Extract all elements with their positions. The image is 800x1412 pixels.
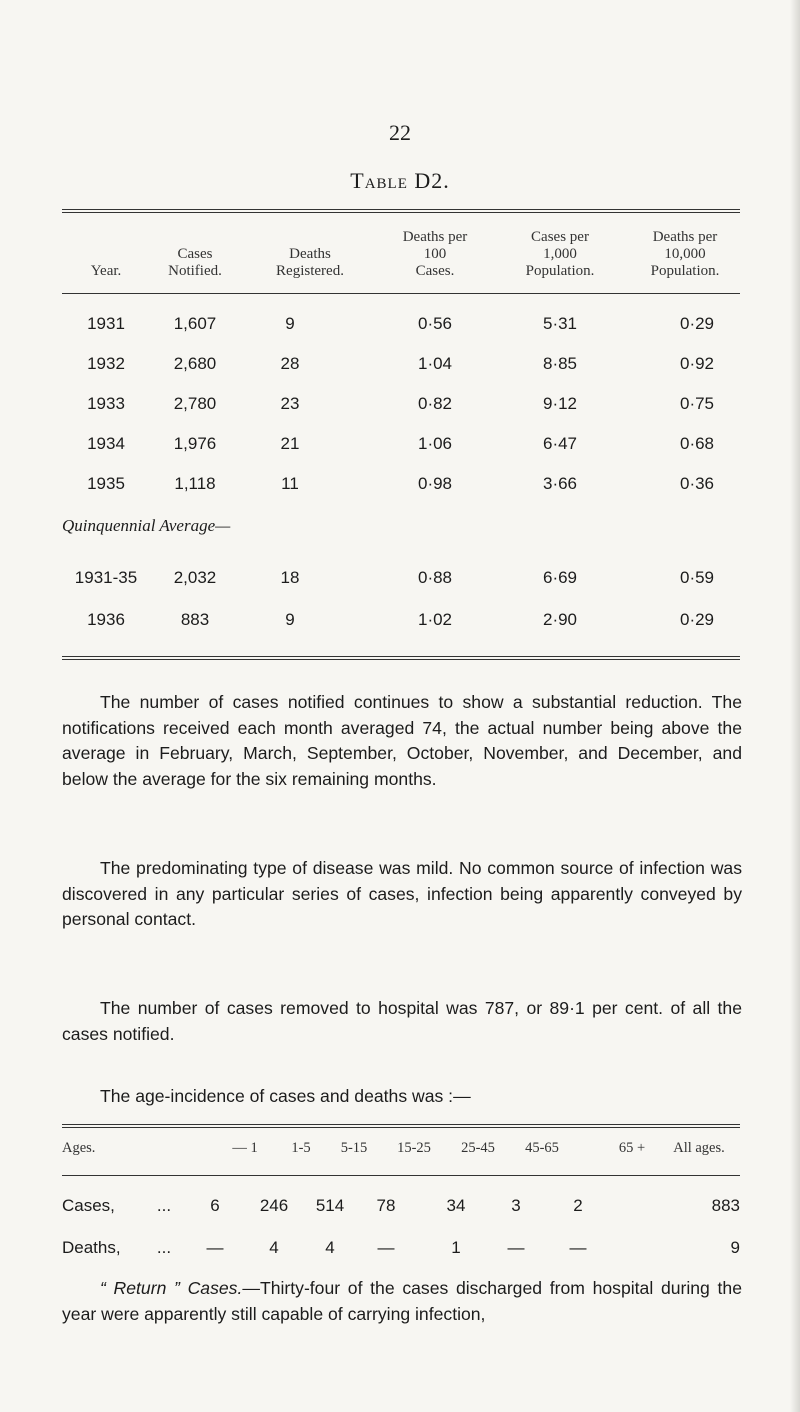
cell-deaths: 11	[281, 474, 299, 493]
cell-year: 1932	[87, 354, 125, 373]
page-number: 22	[389, 120, 411, 145]
cell-year: 1931	[87, 314, 125, 333]
cell-year: 1933	[87, 394, 125, 413]
age-header-ages: Ages.	[62, 1140, 96, 1156]
age-row-label: Deaths,	[62, 1238, 121, 1257]
age-row-dots: ...	[156, 1196, 172, 1215]
cell-deaths: 9	[285, 314, 295, 333]
cell-deaths-per-100: 0·56	[417, 314, 453, 333]
cell-deaths: 18	[280, 568, 300, 587]
cell-deaths: 28	[280, 354, 300, 373]
cell-cases-per-1000: 5·31	[542, 314, 578, 333]
table-top-rule	[62, 209, 740, 213]
cell-cases-per-1000: 6·47	[542, 434, 578, 453]
cell-deaths-per-100: 1·04	[417, 354, 453, 373]
paragraph: The number of cases removed to hospital was 787, or 89·1 per cent. of all the cases notified.	[62, 998, 742, 1044]
age-row-dots: ...	[156, 1238, 172, 1257]
header-cases-notified: Cases Notified.	[168, 246, 222, 279]
cell-cases: 2,780	[173, 394, 217, 413]
age-cell: 246	[259, 1196, 289, 1215]
age-header-5-15: 5-15	[340, 1140, 368, 1156]
table-row	[62, 434, 740, 464]
cell-cases-per-1000: 2·90	[542, 610, 578, 629]
age-cell: 514	[315, 1196, 345, 1215]
cell-cases-per-1000: 8·85	[542, 354, 578, 373]
cell-cases-per-1000: 9·12	[542, 394, 578, 413]
page-edge-shadow	[790, 0, 800, 1412]
cell-deaths: 9	[285, 610, 295, 629]
cell-deaths-per-100: 0·88	[417, 568, 453, 587]
cell-year: 1934	[87, 434, 125, 453]
cell-cases: 2,680	[173, 354, 217, 373]
cell-deaths: 21	[280, 434, 300, 453]
age-header-under-1: — 1	[232, 1140, 258, 1156]
cell-deaths-per-100: 1·06	[417, 434, 453, 453]
table-bottom-rule	[62, 656, 740, 660]
cell-cases-per-1000: 6·69	[542, 568, 578, 587]
cell-deaths-per-10000: 0·29	[679, 314, 715, 333]
table-row	[62, 568, 740, 598]
header-deaths-registered: Deaths Registered.	[276, 246, 344, 279]
table-header-rule	[62, 293, 740, 294]
paragraph: The predominating type of disease was mild. No common source of infection was discovered in any particular series of cases, infection being apparently conveyed by personal contact.	[62, 858, 742, 929]
cell-year: 1936	[87, 610, 125, 629]
cell-deaths-per-10000: 0·68	[679, 434, 715, 453]
age-cell: 4	[269, 1238, 279, 1257]
header-cases-per-1000: Cases per 1,000 Population.	[525, 229, 595, 279]
age-cell: —	[569, 1238, 587, 1257]
return-cases-text: —Thirty-four of the cases discharged from hospital during the year were apparently still capable of carrying infection,	[62, 1278, 742, 1324]
age-cell: 1	[451, 1238, 461, 1257]
header-year: Year.	[90, 263, 122, 279]
age-cell: 6	[210, 1196, 220, 1215]
cell-deaths-per-10000: 0·36	[679, 474, 715, 493]
age-cell: —	[206, 1238, 224, 1257]
header-deaths-per-10000: Deaths per 10,000 Population.	[650, 229, 720, 279]
table-row	[62, 314, 740, 344]
age-table-header	[62, 1132, 740, 1162]
age-cell: —	[377, 1238, 395, 1257]
age-header-45-65: 45-65	[525, 1140, 559, 1156]
age-cell: —	[507, 1238, 525, 1257]
age-table-header-rule	[62, 1175, 740, 1176]
cell-cases: 2,032	[173, 568, 217, 587]
quinquennial-average-label: Quinquennial Average—	[62, 516, 231, 535]
paragraph: The age-incidence of cases and deaths was :—	[100, 1086, 471, 1106]
table-row	[62, 354, 740, 384]
age-row-label: Cases,	[62, 1196, 115, 1215]
table-row	[62, 394, 740, 424]
cell-deaths-per-10000: 0·75	[679, 394, 715, 413]
cell-cases-per-1000: 3·66	[542, 474, 578, 493]
age-row-deaths	[62, 1238, 740, 1268]
cell-deaths-per-10000: 0·92	[679, 354, 715, 373]
cell-deaths-per-10000: 0·59	[679, 568, 715, 587]
return-cases-paragraph	[62, 1276, 742, 1327]
cell-deaths-per-100: 1·02	[417, 610, 453, 629]
table-row	[62, 474, 740, 504]
age-header-15-25: 15-25	[397, 1140, 431, 1156]
age-cell: 4	[325, 1238, 335, 1257]
age-row-cases	[62, 1196, 740, 1226]
cell-cases: 1,607	[173, 314, 217, 333]
paragraph: The number of cases notified continues to show a substantial reduction. The notifications received each month averaged 74, the actual number being above the average in February, March, September, October, November, and December, and below the average for the six remaining months.	[62, 692, 742, 789]
cell-deaths-per-10000: 0·29	[679, 610, 715, 629]
age-cell: 883	[711, 1196, 740, 1215]
cell-year: 1931-35	[74, 568, 138, 587]
age-cell: 9	[730, 1238, 740, 1257]
table-title	[0, 168, 800, 194]
table-row	[62, 610, 740, 640]
table-header	[62, 226, 740, 286]
age-cell: 78	[376, 1196, 396, 1215]
cell-cases: 1,118	[174, 474, 216, 493]
cell-deaths: 23	[280, 394, 300, 413]
age-cell: 2	[573, 1196, 583, 1215]
age-header-1-5: 1-5	[291, 1140, 311, 1156]
cell-cases: 1,976	[173, 434, 217, 453]
table-title-text: Table D2.	[350, 168, 450, 193]
age-header-65-plus: 65 +	[618, 1140, 646, 1156]
cell-deaths-per-100: 0·82	[417, 394, 453, 413]
age-cell: 34	[446, 1196, 466, 1215]
age-header-25-45: 25-45	[461, 1140, 495, 1156]
age-cell: 3	[511, 1196, 521, 1215]
return-cases-lead: “ Return ” Cases.	[100, 1278, 243, 1298]
header-deaths-per-100: Deaths per 100 Cases.	[402, 229, 468, 279]
age-table-top-rule	[62, 1124, 740, 1128]
cell-cases: 883	[180, 610, 210, 629]
cell-deaths-per-100: 0·98	[417, 474, 453, 493]
age-header-all-ages: All ages.	[673, 1140, 725, 1156]
cell-year: 1935	[87, 474, 125, 493]
